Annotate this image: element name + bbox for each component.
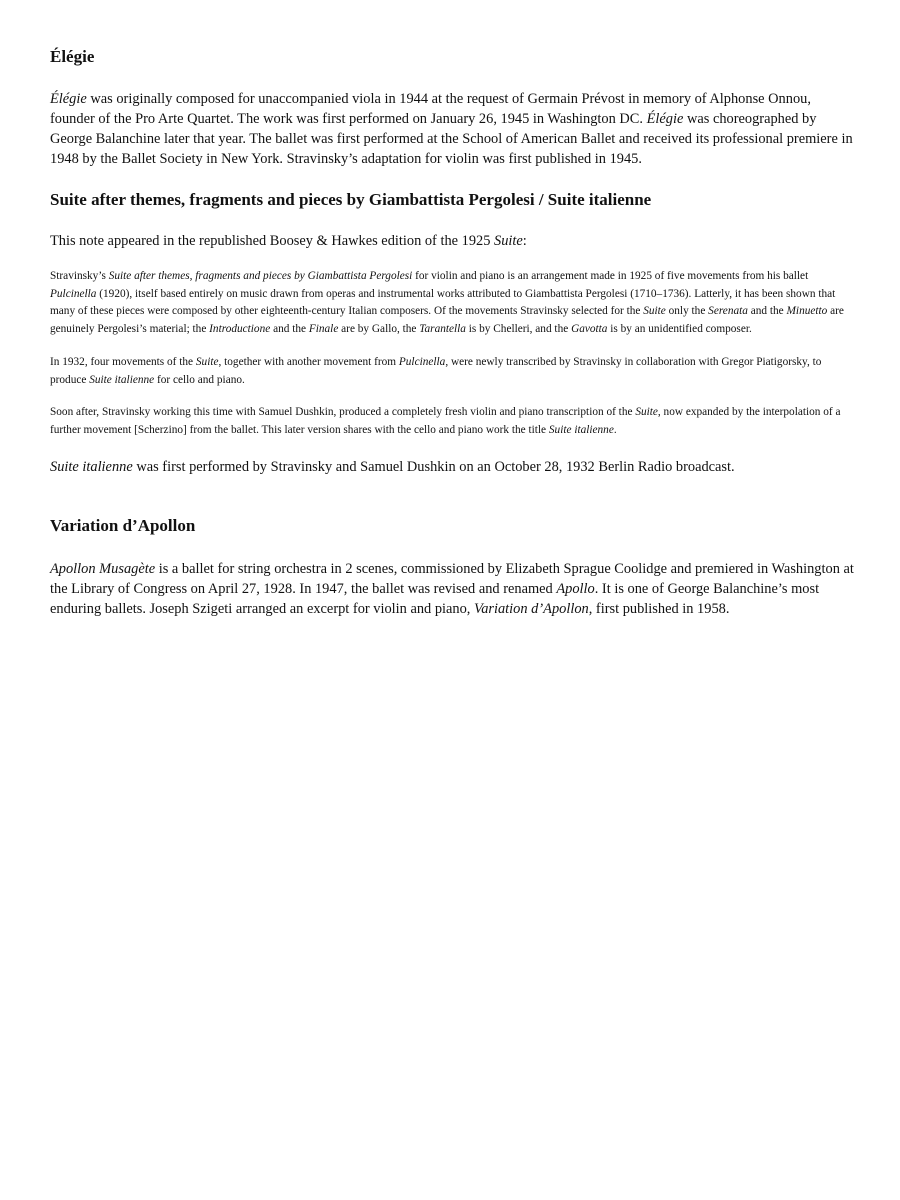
text-run: , were newly transcribed by Stravinsky in collaboration with Gregor Piatigorsky, to produce <box>50 356 822 386</box>
paragraph-suite-premiere <box>50 457 856 477</box>
document-page <box>50 38 856 619</box>
quoted-note-paragraph-2 <box>50 354 856 389</box>
movement-title: Finale <box>308 322 339 335</box>
text-run: . <box>613 423 617 436</box>
section-heading-apollon: Variation d’Apollon <box>50 516 196 535</box>
text-run: . It is one of George Balanchine’s most enduring ballets. Joseph Szigeti arranged an excerpt for violin and piano, <box>50 581 820 617</box>
movement-title: Gavotta <box>571 322 608 335</box>
text-run: This note appeared in the republished Boosey & Hawkes edition of the 1925 <box>50 233 495 249</box>
text-run: In 1932, four movements of the <box>50 356 196 368</box>
work-title: Suite italienne <box>89 373 155 386</box>
text-run: for cello and piano. <box>154 373 245 386</box>
text-run: was first performed by Stravinsky and Samuel Dushkin on an October 28, 1932 Berlin Radio broadcast. <box>132 459 735 475</box>
work-title: Suite italienne <box>50 459 133 475</box>
movement-title: Introductione <box>209 322 271 335</box>
work-title: Suite <box>494 233 523 249</box>
text-run: for violin and piano is an arrangement made in 1925 of five movements from his ballet <box>412 270 809 282</box>
quoted-note-paragraph-3 <box>50 404 856 439</box>
text-run: is by Chelleri, and the <box>465 322 572 335</box>
section-heading-elegie: Élégie <box>50 47 95 66</box>
paragraph-suite-intro <box>50 231 856 251</box>
text-run: only the <box>665 305 709 317</box>
work-title: Suite after themes, fragments and pieces by Giambattista Pergolesi <box>108 270 413 282</box>
text-run: , first published in 1958. <box>588 601 730 617</box>
work-title: Élégie <box>50 91 87 107</box>
text-run: : <box>522 233 527 249</box>
work-title: Suite italienne <box>548 423 614 436</box>
work-title: Pulcinella <box>50 287 97 300</box>
work-title: Suite <box>635 406 658 418</box>
text-run: are genuinely Pergolesi’s material; the <box>50 305 844 335</box>
section-heading-suite: Suite after themes, fragments and pieces by Giambattista Pergolesi / Suite italienne <box>50 190 652 209</box>
text-run: was choreographed by George Balanchine later that year. The ballet was first performed at the School of American Ballet and received its professional premiere in 1948 by the Ballet Society in New York. Stravinsky’s adaptation for violin was first published in 1945. <box>50 111 853 167</box>
work-title: Élégie <box>646 111 684 127</box>
text-run: and the <box>747 305 787 317</box>
paragraph-apollon <box>50 559 856 619</box>
work-title: Suite <box>643 305 666 317</box>
text-run: is by an unidentified composer. <box>607 322 752 335</box>
text-run: , together with another movement from <box>218 356 399 368</box>
work-title: Variation d’Apollon <box>474 601 589 617</box>
work-title: Pulcinella <box>398 356 446 368</box>
movement-title: Serenata <box>708 305 748 317</box>
text-run: was originally composed for unaccompanied viola in 1944 at the request of Germain Prévost in memory of Alphonse Onnou, founder of the Pro Arte Quartet. The work was first performed on January 26, 1945 in Washington DC. <box>50 91 811 127</box>
text-run: , now expanded by the interpolation of a further movement [Scherzino] from the ballet. This later version shares with the cello and piano work the title <box>50 406 841 436</box>
movement-title: Minuetto <box>786 305 828 317</box>
text-run: and the <box>270 322 309 335</box>
text-run: Stravinsky’s <box>50 270 109 282</box>
text-run: is a ballet for string orchestra in 2 scenes, commissioned by Elizabeth Sprague Coolidge and premiered in Washington at the Library of Congress on April 27, 1928. In 1947, the ballet was revised and renamed <box>50 561 854 597</box>
text-run: Soon after, Stravinsky working this time with Samuel Dushkin, produced a completely fresh violin and piano transcription of the <box>50 406 636 418</box>
text-run: (1920), itself based entirely on music drawn from operas and instrumental works attributed to Giambattista Pergolesi (1710–1736). Latterly, it has been shown that many of these pieces were composed by other eighteenth-century Italian composers. Of the movements Stravinsky selected for the <box>50 287 836 317</box>
text-run: are by Gallo, the <box>338 322 420 335</box>
work-title: Suite <box>195 356 219 368</box>
work-title: Apollon Musagète <box>50 561 156 577</box>
movement-title: Tarantella <box>419 322 466 335</box>
paragraph-elegie <box>50 89 856 169</box>
work-title: Apollo <box>556 581 595 597</box>
quoted-note-paragraph-1 <box>50 268 856 338</box>
